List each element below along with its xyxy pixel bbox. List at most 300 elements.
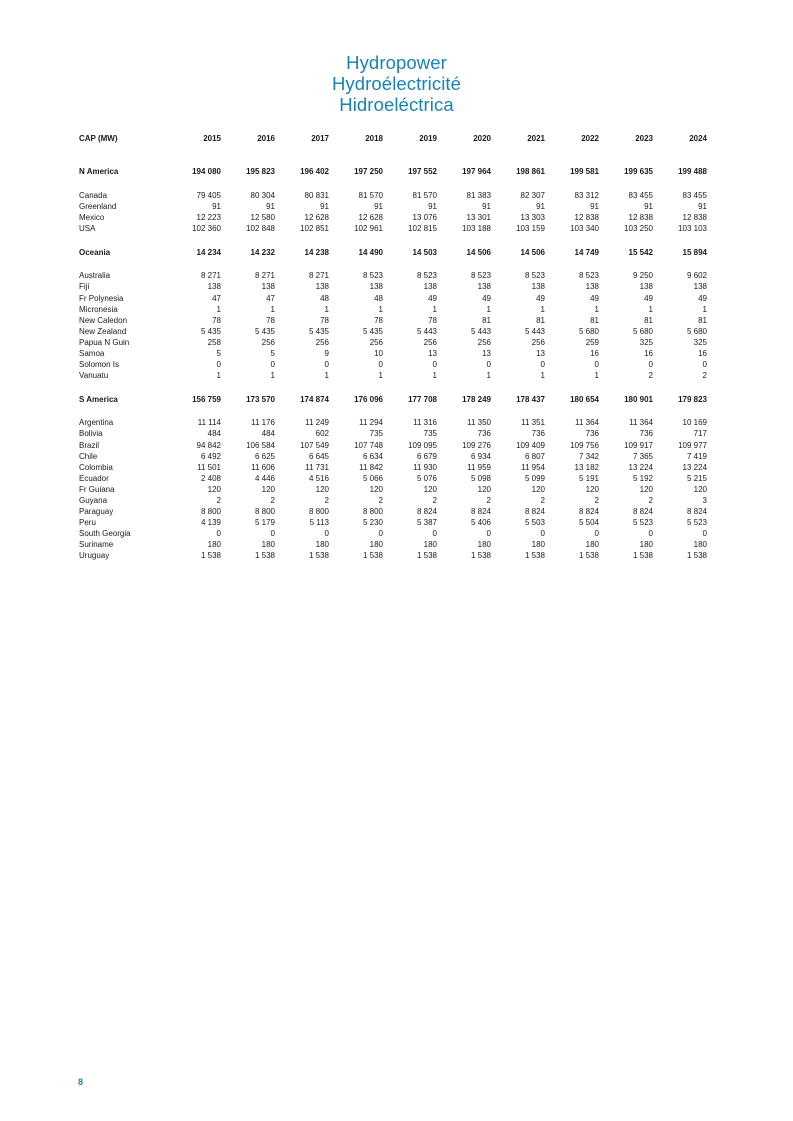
value-cell: 102 360 <box>192 224 221 234</box>
country-name: Mexico <box>79 213 105 223</box>
value-cell: 1 538 <box>524 551 545 561</box>
value-cell: 1 538 <box>686 551 707 561</box>
value-cell: 12 838 <box>628 213 653 223</box>
value-cell: 138 <box>477 282 491 292</box>
table-row <box>79 281 707 292</box>
region-total-cell: 156 759 <box>192 394 221 404</box>
value-cell: 5 113 <box>309 518 329 528</box>
value-cell: 180 <box>423 540 437 550</box>
value-cell: 5 <box>216 349 221 359</box>
value-cell: 81 570 <box>358 191 383 200</box>
region-total-cell: 180 901 <box>624 394 653 404</box>
value-cell: 0 <box>540 529 545 539</box>
value-cell: 91 <box>428 202 437 212</box>
value-cell: 1 <box>702 304 707 314</box>
value-cell: 2 <box>648 495 653 505</box>
table-row <box>79 212 707 223</box>
title-french: Hydroélectricité <box>331 73 462 94</box>
value-cell: 1 <box>432 304 437 314</box>
region-total-cell: 15 542 <box>628 247 653 257</box>
table-row <box>79 359 707 370</box>
country-name: Suriname <box>79 540 114 550</box>
value-cell: 735 <box>423 429 437 439</box>
year-header: 2024 <box>689 134 707 144</box>
value-cell: 120 <box>585 484 599 494</box>
value-cell: 11 954 <box>521 462 545 472</box>
value-cell: 0 <box>432 360 437 370</box>
value-cell: 0 <box>702 529 707 539</box>
value-cell: 5 387 <box>416 518 437 528</box>
region-total-cell: 14 749 <box>574 247 599 257</box>
value-cell: 3 <box>702 495 707 505</box>
region-total-cell: 194 080 <box>192 167 221 177</box>
value-cell: 138 <box>639 282 653 292</box>
country-name: Paraguay <box>79 507 114 517</box>
value-cell: 2 <box>324 495 329 505</box>
country-name: Solomon Is <box>79 360 120 370</box>
value-cell: 5 066 <box>362 473 383 483</box>
value-cell: 602 <box>315 429 329 439</box>
value-cell: 736 <box>531 429 545 439</box>
value-cell: 736 <box>639 429 653 439</box>
value-cell: 258 <box>207 337 221 347</box>
value-cell: 80 831 <box>304 191 329 200</box>
year-header: 2015 <box>203 134 221 144</box>
region-total-cell: 199 581 <box>570 167 599 177</box>
value-cell: 9 602 <box>686 271 707 281</box>
value-cell: 13 303 <box>520 213 545 223</box>
value-cell: 91 <box>374 202 383 212</box>
value-cell: 8 800 <box>362 507 383 517</box>
value-cell: 8 800 <box>200 507 221 517</box>
value-cell: 5 192 <box>632 473 653 483</box>
value-cell: 0 <box>216 360 221 370</box>
value-cell: 8 824 <box>524 507 545 517</box>
value-cell: 736 <box>477 429 491 439</box>
value-cell: 13 224 <box>682 462 707 472</box>
country-name: Bolivia <box>79 429 103 439</box>
value-cell: 48 <box>320 293 329 303</box>
value-cell: 8 523 <box>362 271 383 281</box>
value-cell: 11 351 <box>521 418 545 428</box>
value-cell: 91 <box>698 202 707 212</box>
country-name: Papua N Guin <box>79 337 130 347</box>
region-total-cell: 179 823 <box>678 394 707 404</box>
value-cell: 13 301 <box>466 213 491 223</box>
value-cell: 91 <box>536 202 545 212</box>
page-number: 8 <box>78 1077 84 1087</box>
value-cell: 5 680 <box>632 326 653 336</box>
value-cell: 484 <box>261 429 275 439</box>
value-cell: 0 <box>702 360 707 370</box>
country-name: Canada <box>79 191 108 200</box>
value-cell: 5 435 <box>362 326 383 336</box>
value-cell: 1 538 <box>254 551 275 561</box>
value-cell: 11 176 <box>251 418 275 428</box>
value-cell: 120 <box>315 484 329 494</box>
region-total-cell: 14 490 <box>358 247 383 257</box>
value-cell: 2 <box>432 495 437 505</box>
value-cell: 8 271 <box>200 271 221 281</box>
value-cell: 138 <box>207 282 221 292</box>
value-cell: 2 <box>378 495 383 505</box>
value-cell: 80 304 <box>250 191 275 200</box>
value-cell: 11 606 <box>251 462 275 472</box>
value-cell: 11 501 <box>197 462 221 472</box>
value-cell: 2 <box>702 371 707 381</box>
value-cell: 5 523 <box>632 518 653 528</box>
value-cell: 78 <box>212 315 221 325</box>
value-cell: 8 271 <box>254 271 275 281</box>
value-cell: 107 748 <box>354 440 383 450</box>
year-header: 2016 <box>257 134 275 144</box>
value-cell: 47 <box>212 293 221 303</box>
region-total-cell: 14 234 <box>196 247 221 257</box>
region-total-cell: 180 654 <box>570 394 599 404</box>
value-cell: 1 <box>594 304 599 314</box>
value-cell: 325 <box>639 337 653 347</box>
country-name: Fiji <box>79 282 90 292</box>
value-cell: 109 095 <box>408 440 437 450</box>
value-cell: 10 <box>374 349 383 359</box>
value-cell: 256 <box>423 337 437 347</box>
value-cell: 2 <box>216 495 221 505</box>
value-cell: 1 538 <box>200 551 221 561</box>
table-row <box>79 223 707 234</box>
value-cell: 138 <box>693 282 707 292</box>
value-cell: 1 <box>540 371 545 381</box>
value-cell: 4 516 <box>308 473 329 483</box>
value-cell: 6 679 <box>416 451 437 461</box>
value-cell: 12 580 <box>250 213 275 223</box>
value-cell: 2 <box>594 495 599 505</box>
table-header-row <box>79 132 707 146</box>
value-cell: 138 <box>585 282 599 292</box>
value-cell: 6 634 <box>362 451 383 461</box>
value-cell: 11 959 <box>467 462 491 472</box>
value-cell: 109 409 <box>516 440 545 450</box>
title-english: Hydropower <box>346 52 447 73</box>
value-cell: 16 <box>644 349 653 359</box>
table-row <box>79 506 707 517</box>
region-name: N America <box>79 167 119 177</box>
country-name: New Caledon <box>79 315 128 325</box>
value-cell: 8 523 <box>470 271 491 281</box>
value-cell: 91 <box>644 202 653 212</box>
region-total-cell: 199 488 <box>678 167 707 177</box>
value-cell: 94 842 <box>196 440 221 450</box>
value-cell: 0 <box>486 360 491 370</box>
value-cell: 103 340 <box>570 224 599 234</box>
value-cell: 736 <box>585 429 599 439</box>
value-cell: 11 350 <box>467 418 491 428</box>
value-cell: 5 230 <box>362 518 383 528</box>
value-cell: 259 <box>585 337 599 347</box>
value-cell: 8 523 <box>524 271 545 281</box>
value-cell: 78 <box>266 315 275 325</box>
country-name: Ecuador <box>79 473 109 483</box>
title-spanish: Hidroeléctrica <box>339 94 454 115</box>
value-cell: 120 <box>207 484 221 494</box>
value-cell: 7 342 <box>578 451 599 461</box>
value-cell: 10 169 <box>682 418 707 428</box>
value-cell: 5 179 <box>254 518 275 528</box>
value-cell: 91 <box>320 202 329 212</box>
value-cell: 6 645 <box>308 451 329 461</box>
value-cell: 81 <box>482 315 491 325</box>
value-cell: 78 <box>320 315 329 325</box>
table-row <box>79 473 707 484</box>
table-row <box>79 304 707 315</box>
value-cell: 78 <box>428 315 437 325</box>
value-cell: 6 625 <box>254 451 275 461</box>
value-cell: 180 <box>585 540 599 550</box>
value-cell: 4 139 <box>200 518 221 528</box>
value-cell: 7 365 <box>632 451 653 461</box>
value-cell: 256 <box>477 337 491 347</box>
value-cell: 0 <box>594 529 599 539</box>
value-cell: 138 <box>261 282 275 292</box>
value-cell: 12 628 <box>304 213 329 223</box>
value-cell: 5 443 <box>470 326 491 336</box>
capacity-table <box>79 132 707 562</box>
region-total-cell: 14 232 <box>250 247 275 257</box>
value-cell: 8 271 <box>308 271 329 281</box>
value-cell: 1 <box>216 371 221 381</box>
value-cell: 0 <box>270 529 275 539</box>
table-row <box>79 201 707 212</box>
value-cell: 1 <box>378 371 383 381</box>
value-cell: 120 <box>693 484 707 494</box>
region-total-cell: 174 874 <box>300 394 329 404</box>
region-total-row <box>79 165 707 179</box>
value-cell: 83 455 <box>682 191 707 200</box>
region-total-cell: 198 861 <box>516 167 545 177</box>
value-cell: 7 419 <box>686 451 707 461</box>
value-cell: 120 <box>261 484 275 494</box>
value-cell: 103 188 <box>462 224 491 234</box>
value-cell: 1 538 <box>632 551 653 561</box>
table-row <box>79 462 707 473</box>
table-row <box>79 440 707 451</box>
value-cell: 91 <box>266 202 275 212</box>
value-cell: 8 523 <box>578 271 599 281</box>
region-total-cell: 197 552 <box>408 167 437 177</box>
value-cell: 2 <box>648 371 653 381</box>
year-header: 2022 <box>581 134 599 144</box>
value-cell: 5 503 <box>524 518 545 528</box>
table-row <box>79 495 707 506</box>
value-cell: 0 <box>648 529 653 539</box>
table-row <box>79 190 707 201</box>
value-cell: 138 <box>531 282 545 292</box>
region-total-cell: 14 503 <box>412 247 437 257</box>
value-cell: 0 <box>270 360 275 370</box>
value-cell: 13 076 <box>412 213 437 223</box>
value-cell: 1 <box>432 371 437 381</box>
value-cell: 91 <box>590 202 599 212</box>
value-cell: 91 <box>212 202 221 212</box>
value-cell: 1 <box>324 371 329 381</box>
value-cell: 49 <box>536 293 545 303</box>
region-total-row <box>79 392 707 406</box>
value-cell: 5 435 <box>200 326 221 336</box>
country-name: South Georgia <box>79 529 131 539</box>
region-total-cell: 196 402 <box>300 167 329 177</box>
value-cell: 16 <box>590 349 599 359</box>
value-cell: 1 538 <box>578 551 599 561</box>
country-name: USA <box>79 224 96 234</box>
value-cell: 12 838 <box>574 213 599 223</box>
year-header: 2018 <box>365 134 383 144</box>
region-total-cell: 199 635 <box>624 167 653 177</box>
region-total-row <box>79 245 707 259</box>
value-cell: 138 <box>423 282 437 292</box>
region-total-cell: 14 506 <box>466 247 491 257</box>
value-cell: 81 383 <box>466 191 491 200</box>
table-row <box>79 539 707 550</box>
country-name: Vanuatu <box>79 371 109 381</box>
value-cell: 103 250 <box>624 224 653 234</box>
value-cell: 9 250 <box>632 271 653 281</box>
value-cell: 16 <box>698 349 707 359</box>
value-cell: 484 <box>207 429 221 439</box>
table-row <box>79 550 707 561</box>
value-cell: 11 316 <box>413 418 437 428</box>
value-cell: 1 <box>648 304 653 314</box>
value-cell: 6 934 <box>470 451 491 461</box>
value-cell: 0 <box>540 360 545 370</box>
region-total-cell: 15 894 <box>682 247 707 257</box>
value-cell: 11 364 <box>575 418 599 428</box>
year-header: 2019 <box>419 134 437 144</box>
value-cell: 138 <box>369 282 383 292</box>
value-cell: 0 <box>648 360 653 370</box>
value-cell: 109 917 <box>624 440 653 450</box>
value-cell: 5 680 <box>578 326 599 336</box>
value-cell: 12 838 <box>682 213 707 223</box>
value-cell: 1 <box>216 304 221 314</box>
value-cell: 106 584 <box>246 440 275 450</box>
value-cell: 5 099 <box>524 473 545 483</box>
region-total-cell: 197 250 <box>354 167 383 177</box>
value-cell: 1 538 <box>416 551 437 561</box>
value-cell: 1 538 <box>470 551 491 561</box>
value-cell: 79 405 <box>196 191 221 200</box>
value-cell: 120 <box>477 484 491 494</box>
value-cell: 11 364 <box>629 418 653 428</box>
value-cell: 13 <box>536 349 545 359</box>
value-cell: 5 406 <box>470 518 491 528</box>
value-cell: 0 <box>432 529 437 539</box>
value-cell: 49 <box>644 293 653 303</box>
value-cell: 5 <box>270 349 275 359</box>
value-cell: 5 076 <box>416 473 437 483</box>
country-name: Uruguay <box>79 551 110 561</box>
value-cell: 5 191 <box>578 473 599 483</box>
year-header: 2017 <box>311 134 329 144</box>
value-cell: 83 455 <box>628 191 653 200</box>
value-cell: 109 756 <box>570 440 599 450</box>
value-cell: 8 523 <box>416 271 437 281</box>
value-cell: 81 <box>590 315 599 325</box>
value-cell: 1 <box>594 371 599 381</box>
value-cell: 180 <box>477 540 491 550</box>
value-cell: 49 <box>698 293 707 303</box>
value-cell: 180 <box>261 540 275 550</box>
value-cell: 8 824 <box>470 507 491 517</box>
value-cell: 1 538 <box>362 551 383 561</box>
value-cell: 180 <box>639 540 653 550</box>
country-name: Peru <box>79 518 96 528</box>
value-cell: 81 <box>536 315 545 325</box>
value-cell: 78 <box>374 315 383 325</box>
region-total-cell: 177 708 <box>408 394 437 404</box>
region-total-cell: 195 823 <box>246 167 275 177</box>
value-cell: 13 182 <box>574 462 599 472</box>
value-cell: 1 <box>540 304 545 314</box>
value-cell: 11 249 <box>305 418 329 428</box>
value-cell: 8 800 <box>254 507 275 517</box>
value-cell: 717 <box>693 429 707 439</box>
capacity-unit-header: CAP (MW) <box>79 134 118 144</box>
value-cell: 91 <box>482 202 491 212</box>
value-cell: 0 <box>378 529 383 539</box>
value-cell: 8 800 <box>308 507 329 517</box>
page-title <box>0 52 793 115</box>
value-cell: 2 <box>486 495 491 505</box>
table-row <box>79 417 707 428</box>
country-name: Colombia <box>79 462 113 472</box>
value-cell: 48 <box>374 293 383 303</box>
country-name: Australia <box>79 271 111 281</box>
value-cell: 81 570 <box>412 191 437 200</box>
value-cell: 102 815 <box>408 224 437 234</box>
table-row <box>79 451 707 462</box>
country-name: Chile <box>79 451 98 461</box>
region-total-cell: 173 570 <box>246 394 275 404</box>
value-cell: 0 <box>486 529 491 539</box>
table-row <box>79 428 707 439</box>
value-cell: 120 <box>423 484 437 494</box>
value-cell: 120 <box>531 484 545 494</box>
value-cell: 8 824 <box>686 507 707 517</box>
value-cell: 8 824 <box>632 507 653 517</box>
value-cell: 6 807 <box>524 451 545 461</box>
value-cell: 325 <box>693 337 707 347</box>
year-header: 2023 <box>635 134 653 144</box>
value-cell: 9 <box>324 349 329 359</box>
value-cell: 11 294 <box>359 418 383 428</box>
value-cell: 180 <box>693 540 707 550</box>
value-cell: 5 435 <box>308 326 329 336</box>
region-total-cell: 178 437 <box>516 394 545 404</box>
value-cell: 120 <box>369 484 383 494</box>
value-cell: 13 <box>482 349 491 359</box>
value-cell: 1 <box>324 304 329 314</box>
value-cell: 0 <box>324 529 329 539</box>
value-cell: 103 103 <box>678 224 707 234</box>
value-cell: 0 <box>378 360 383 370</box>
value-cell: 5 098 <box>470 473 491 483</box>
country-name: Fr Guiana <box>79 484 115 494</box>
value-cell: 102 851 <box>300 224 329 234</box>
value-cell: 180 <box>207 540 221 550</box>
value-cell: 120 <box>639 484 653 494</box>
value-cell: 1 <box>486 304 491 314</box>
value-cell: 47 <box>266 293 275 303</box>
value-cell: 1 <box>378 304 383 314</box>
